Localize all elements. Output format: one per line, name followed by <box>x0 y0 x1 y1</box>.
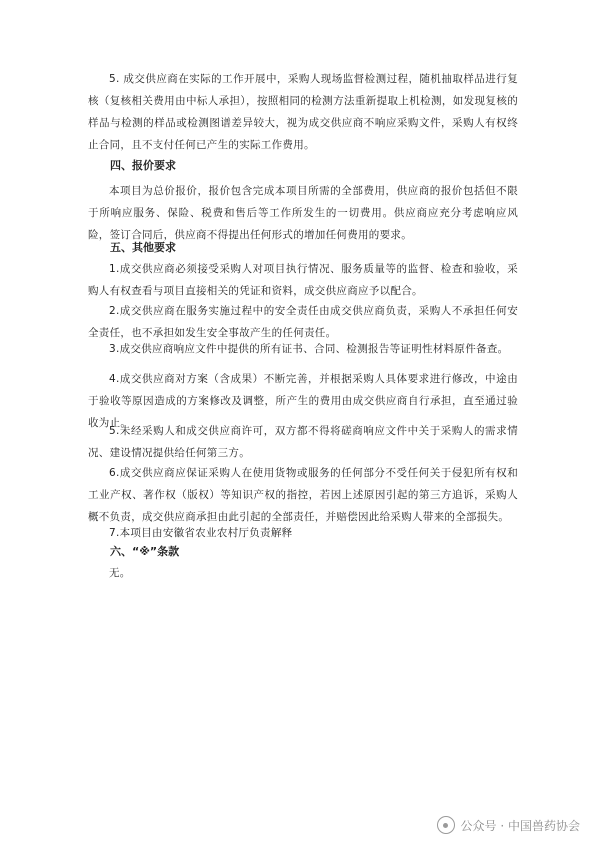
watermark-text: 公众号 · 中国兽药协会 <box>460 818 580 833</box>
wechat-official-account-icon <box>437 816 455 834</box>
requirement-item-4: 4.成交供应商对方案（含成果）不断完善，并根据采购人具体要求进行修改，中途由于验收等原因造成的方案修改及调整，所产生的费用由成交供应商自行承担，直至通过验收为止。 <box>88 373 518 429</box>
section-6-body: 无。 <box>109 567 131 579</box>
section-5-heading: 五、其他要求 <box>110 241 176 254</box>
requirement-item-3: 3.成交供应商响应文件中提供的所有证书、合同、检测报告等证明性材料原件备查。 <box>109 343 509 355</box>
requirement-item-2: 2.成交供应商在服务实施过程中的安全责任由成交供应商负责，采购人不承担任何安全责任，也不承担如发生安全事故产生的任何责任。 <box>88 305 518 339</box>
paragraph-supplier-review: 5. 成交供应商在实际的工作开展中，采购人现场监督检测过程，随机抽取样品进行复核（复核相关费用由中标人承担），按照相同的检测方法重新提取上机检测，如发现复核的样品与检测的样品或检测图谱差异较大，视为成交供应商不响应采购文件，采购人有权终止合同，且不支付任何已产生的实际工作费用。 <box>88 73 518 151</box>
section-6-heading: 六、“※”条款 <box>110 545 180 558</box>
requirement-item-6: 6.成交供应商应保证采购人在使用货物或服务的任何部分不受任何关于侵犯所有权和工业产权、著作权（版权）等知识产权的指控，若因上述原因引起的第三方追诉，采购人概不负责，成交供应商承担由此引起的全部责任，并赔偿因此给采购人带来的全部损失。 <box>88 467 518 523</box>
section-4-body: 本项目为总价报价，报价包含完成本项目所需的全部费用，供应商的报价包括但不限于所响应服务、保险、税费和售后等工作所发生的一切费用。供应商应充分考虑响应风险，签订合同后，供应商不得提出任何形式的增加任何费用的要求。 <box>88 185 518 241</box>
section-4-heading: 四、报价要求 <box>110 159 176 172</box>
requirement-item-7: 7.本项目由安徽省农业农村厅负责解释 <box>109 527 293 539</box>
watermark <box>437 816 580 834</box>
requirement-item-5: 5.未经采购人和成交供应商许可，双方都不得将磋商响应文件中关于采购人的需求情况、建设情况提供给任何第三方。 <box>88 425 518 459</box>
requirement-item-1: 1.成交供应商必须接受采购人对项目执行情况、服务质量等的监督、检查和验收，采购人有权查看与项目直接相关的凭证和资料，成交供应商应予以配合。 <box>88 263 518 297</box>
